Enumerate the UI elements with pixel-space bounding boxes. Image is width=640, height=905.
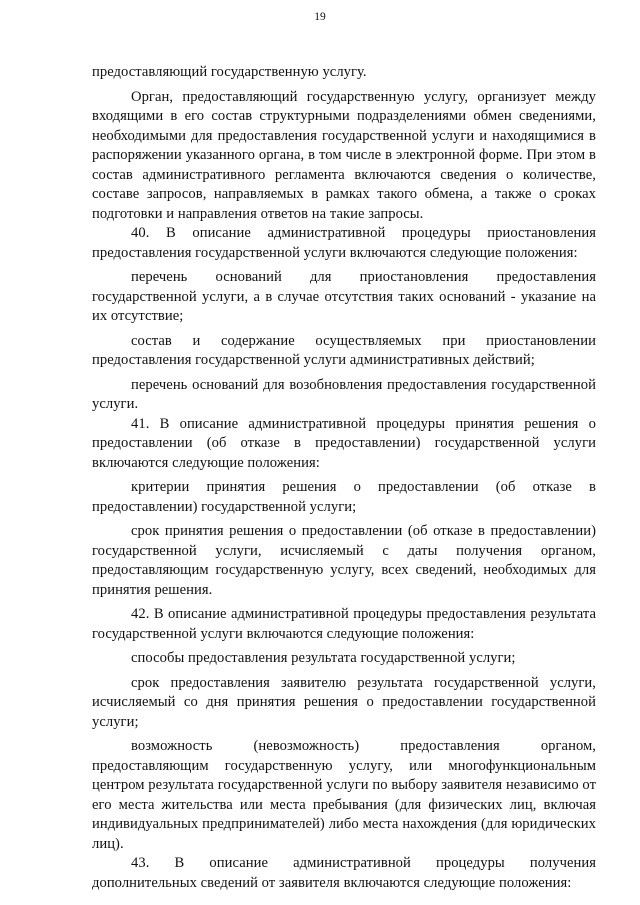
paragraph-decision-criteria: критерии принятия решения о предоставлении (об отказе в предоставлении) государственной услуги; [92, 479, 596, 515]
paragraph-information-exchange: Орган, предоставляющий государственную услугу, организует между входящими в его состав структурными подразделениями обмен сведениями, необходимыми для предоставления государственной услуги и находящимися в распоряжении указанного органа, в том числе в электронной форме. При этом в состав административного регламента включаются сведения о количестве, составе запросов, направляемых в рамках такого обмена, а также о сроках подготовки и направления ответов на такие запросы. [92, 88, 596, 222]
page-number: 19 [314, 11, 326, 23]
paragraph-item-41: 41. В описание административной процедуры принятия решения о предоставлении (об отказе в предоставлении) государственной услуги включаются следующие положения: [92, 415, 596, 471]
paragraph-item-42: 42. В описание административной процедуры предоставления результата государственной услуги включаются следующие положения: [92, 606, 596, 642]
paragraph-decision-term: срок принятия решения о предоставлении (об отказе в предоставлении) государственной услуги, исчисляемый с даты получения органом, предоставляющим государственную услугу, всех сведений, необходимых для принятия решения. [92, 523, 596, 598]
paragraph-item-40: 40. В описание административной процедуры приостановления предоставления государственной услуги включаются следующие положения: [92, 225, 596, 261]
paragraph-result-term: срок предоставления заявителю результата государственной услуги, исчисляемый со дня принятия решения о предоставлении государственной услуги; [92, 674, 596, 730]
paragraph-suspension-actions: состав и содержание осуществляемых при приостановлении предоставления государственной услуги административных действий; [92, 332, 596, 368]
paragraph-continuation: предоставляющий государственную услугу. [92, 64, 367, 80]
document-body [92, 63, 596, 893]
paragraph-resumption-grounds: перечень оснований для возобновления предоставления государственной услуги. [92, 376, 596, 412]
paragraph-suspension-grounds: перечень оснований для приостановления предоставления государственной услуги, а в случае отсутствия таких оснований - указание на их отсутствие; [92, 269, 596, 324]
paragraph-result-methods: способы предоставления результата государственной услуги; [131, 650, 516, 666]
paragraph-result-possibility: возможность (невозможность) предоставления органом, предоставляющим государственную услугу, или многофункциональным центром результата государственной услуги по выбору заявителя независимо от его места жительства или места пребывания (для физических лиц, включая индивидуальных предпринимателей) либо места нахождения (для юридических лиц). [92, 738, 596, 852]
paragraph-item-43: 43. В описание административной процедуры получения дополнительных сведений от заявителя включаются следующие положения: [92, 855, 596, 891]
